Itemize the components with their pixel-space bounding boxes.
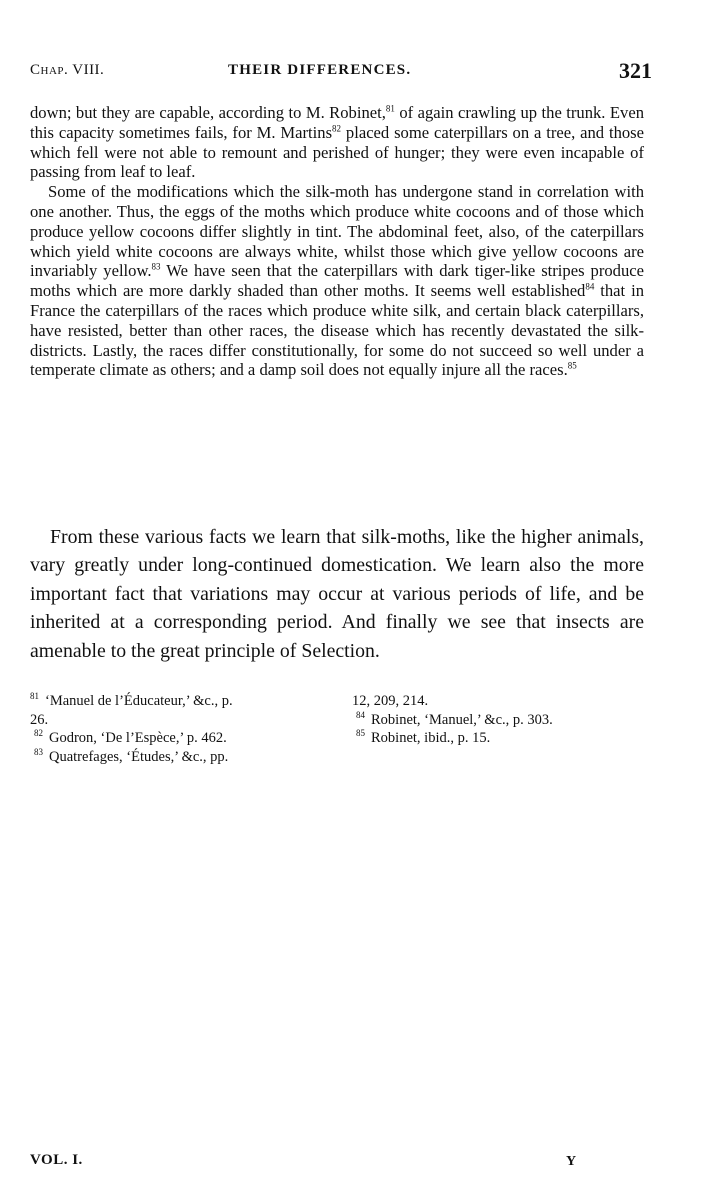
footnote-81-continuation: 26.	[30, 711, 49, 728]
text-run: of again crawling up the trunk. Even this capacity sometimes fails, for M. Martins	[30, 103, 644, 142]
page-number: 321	[619, 58, 652, 83]
footnote-82	[30, 729, 330, 748]
footnote-84	[352, 711, 652, 730]
footnotes-right-column	[352, 692, 652, 748]
text-run: that in France the caterpillars of the races which produce white silk, and certain black caterpillars, have resisted, better than other races, the disease which has recently devastated the silk-districts. Lastly, the races differ constitutionally, for some do not succeed so well under a temperate climate as others; and a damp soil does not equally injure all the races.	[30, 281, 644, 380]
paragraph-correlation	[30, 182, 644, 380]
running-title: THEIR DIFFERENCES.	[228, 62, 412, 78]
footnote-text: ‘Manuel de l’Éducateur,’ &c., p.	[45, 693, 233, 709]
text-run: Some of the modifications which the silk-moth has undergone stand in correlation with one another. Thus, the eggs of the moths which produce white cocoons and of those which produce yellow cocoons differ slightly in tint. The abdominal feet, also, of the caterpillars which yield white cocoons are always white, whilst those which give yellow cocoons are invariably yellow.	[30, 182, 644, 281]
footnote-number: 82	[34, 728, 43, 739]
paragraph-continuation	[30, 103, 644, 182]
footnote-text: Quatrefages, ‘Études,’ &c., pp.	[49, 748, 229, 765]
volume-signature: VOL. I.	[30, 1152, 83, 1168]
footnote-text: Robinet, ibid., p. 15.	[371, 730, 491, 746]
chapter-label: Chap. VIII.	[30, 62, 105, 78]
footnote-ref-85: 85	[567, 360, 577, 371]
summary-paragraph	[30, 523, 644, 665]
footnote-ref-81: 81	[385, 103, 395, 114]
footnote-83-continuation: 12, 209, 214.	[352, 693, 429, 709]
running-header	[30, 58, 652, 88]
footnote-number: 85	[356, 728, 365, 739]
footnote-ref-83: 83	[151, 261, 161, 272]
footnotes-left-column	[30, 692, 330, 766]
footnote-text: Godron, ‘De l’Espèce,’ p. 462.	[49, 730, 227, 746]
summary-text: From these various facts we learn that silk-moths, like the higher animals, vary greatly under long-continued domestication. We learn also the more important fact that variations may occur at various periods of life, and be inherited at a corresponding period. And finally we see that insects are amenable to the great principle of Selection.	[30, 526, 644, 662]
footnote-81	[30, 692, 330, 711]
footnote-number: 83	[34, 746, 43, 757]
signature-mark: Y	[566, 1154, 577, 1169]
footnote-number: 81	[30, 691, 39, 702]
text-run: placed some caterpillars on a tree, and those which fell were not able to remount and perished of hunger; they were even incapable of passing from leaf to leaf.	[30, 122, 644, 182]
footnote-ref-82: 82	[332, 123, 342, 134]
text-run: We have seen that the caterpillars with dark tiger-like stripes produce moths which are more darkly shaded than other moths. It seems well established	[30, 261, 644, 301]
footnote-text: Robinet, ‘Manuel,’ &c., p. 303.	[371, 711, 553, 728]
small-print-block	[30, 103, 644, 380]
footnote-83	[30, 748, 330, 767]
footnote-number: 84	[356, 709, 365, 720]
footnote-ref-84: 84	[585, 281, 595, 292]
footnote-85	[352, 729, 652, 748]
text-run: down; but they are capable, according to M. Robinet,	[30, 103, 386, 122]
